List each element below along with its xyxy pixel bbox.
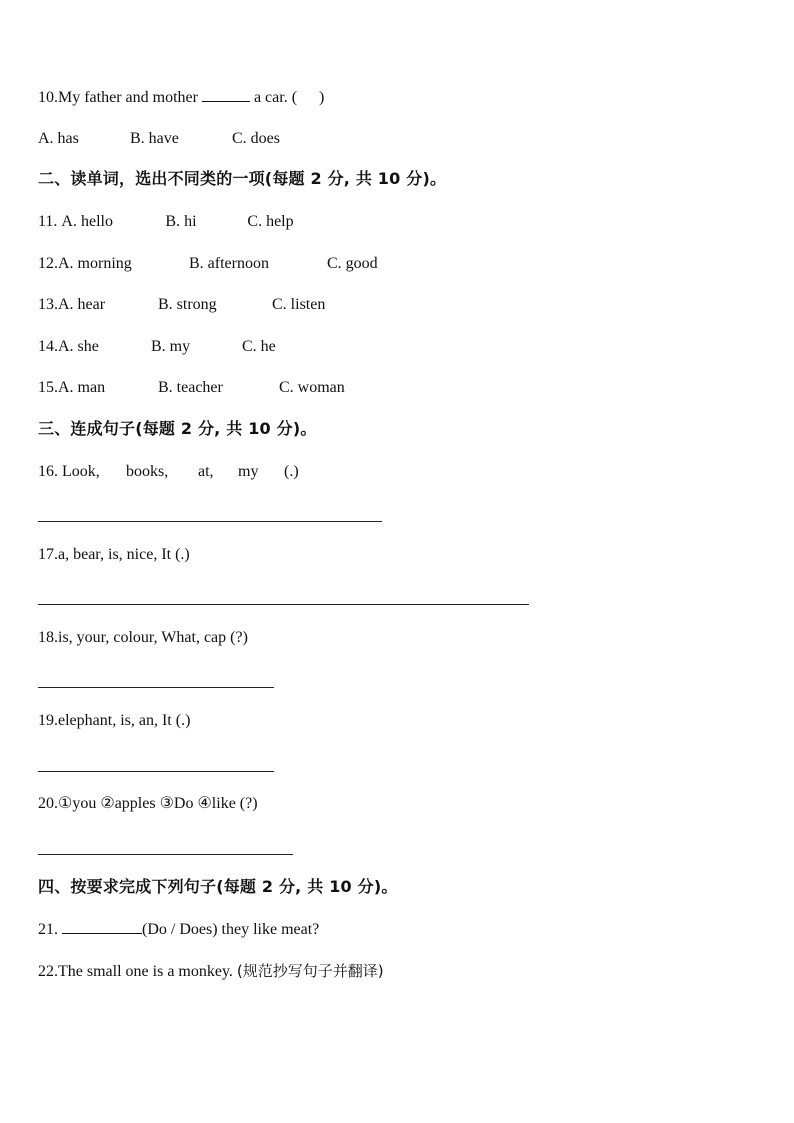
section-2-title: 二、读单词，选出不同类的一项(每题 2 分, 共 10 分)。 <box>38 169 447 188</box>
q10-option-c: C. does <box>232 130 280 147</box>
q10-text-after: a car. ( <box>249 89 298 106</box>
section-4-title: 四、按要求完成下列句子(每题 2 分, 共 10 分)。 <box>38 877 398 896</box>
q12-option-c: C. good <box>327 255 378 272</box>
question-18: 18.is, your, colour, What, cap (?) <box>38 629 248 646</box>
q16-answer-line[interactable] <box>38 521 382 522</box>
q17-answer-line[interactable] <box>38 604 529 605</box>
q11-number: 11. <box>38 213 58 230</box>
q10-text-before: 10.My father and mother <box>38 89 202 106</box>
q15-option-a: A. man <box>58 379 106 396</box>
q14-option-b: B. my <box>151 338 191 355</box>
q10-text-close: ) <box>319 89 325 106</box>
q13-option-a: A. hear <box>58 296 106 313</box>
q16-word-4: my <box>238 463 259 480</box>
q19-answer-line[interactable] <box>38 771 274 772</box>
q16-number: 16. <box>38 463 58 480</box>
question-16 <box>38 462 299 482</box>
q21-number: 21. <box>38 921 62 938</box>
q10-options <box>38 129 280 149</box>
q13-option-b: B. strong <box>158 296 217 313</box>
question-10 <box>38 87 324 108</box>
q13-number: 13. <box>38 296 58 313</box>
q12-option-b: B. afternoon <box>189 255 269 272</box>
question-21 <box>38 919 319 940</box>
q22-instruction: (规范抄写句子并翻译) <box>236 962 384 980</box>
q15-option-b: B. teacher <box>158 379 223 396</box>
q18-answer-line[interactable] <box>38 687 274 688</box>
q21-blank[interactable] <box>62 919 142 934</box>
question-14 <box>38 337 276 357</box>
question-22 <box>38 961 384 982</box>
q11-option-b: B. hi <box>165 213 197 230</box>
q11-option-c: C. help <box>247 213 294 230</box>
question-13 <box>38 295 325 315</box>
q10-blank[interactable] <box>202 87 250 102</box>
q21-text: (Do / Does) they like meat? <box>142 921 320 938</box>
q15-option-c: C. woman <box>279 379 345 396</box>
question-20: 20.①you ②apples ③Do ④like (?) <box>38 795 258 812</box>
q16-word-5: (.) <box>284 463 299 480</box>
q14-number: 14. <box>38 338 58 355</box>
q14-option-a: A. she <box>58 338 99 355</box>
q13-option-c: C. listen <box>272 296 326 313</box>
question-12 <box>38 254 378 274</box>
question-11 <box>38 212 294 232</box>
q12-option-a: A. morning <box>58 255 132 272</box>
section-3-title: 三、连成句子(每题 2 分, 共 10 分)。 <box>38 419 317 438</box>
q15-number: 15. <box>38 379 58 396</box>
q16-word-1: Look, <box>62 463 100 480</box>
q16-word-2: books, <box>126 463 169 480</box>
q11-option-a: A. hello <box>61 213 113 230</box>
q10-option-a: A. has <box>38 130 79 147</box>
q10-option-b: B. have <box>130 130 179 147</box>
q12-number: 12. <box>38 255 58 272</box>
question-19: 19.elephant, is, an, It (.) <box>38 712 191 729</box>
question-17: 17.a, bear, is, nice, It (.) <box>38 546 190 563</box>
q14-option-c: C. he <box>242 338 276 355</box>
q22-text: 22.The small one is a monkey. <box>38 963 237 980</box>
q20-answer-line[interactable] <box>38 854 293 855</box>
q16-word-3: at, <box>198 463 214 480</box>
question-15 <box>38 378 345 398</box>
